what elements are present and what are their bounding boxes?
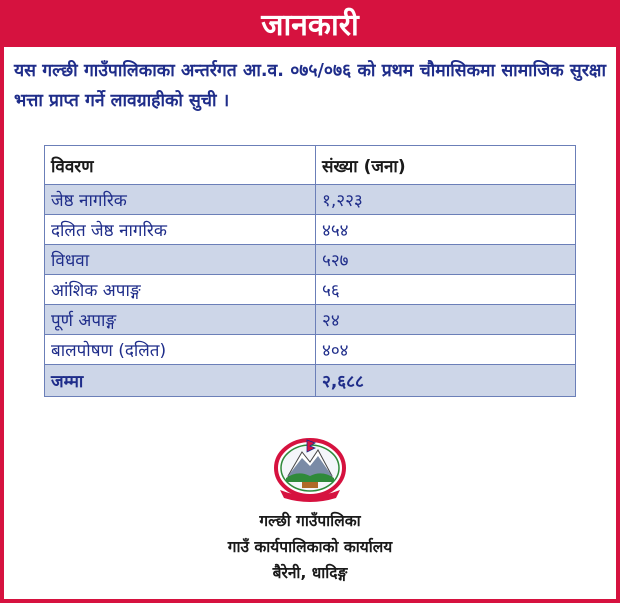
row-label: आंशिक अपाङ्ग (45, 275, 316, 305)
row-value: २४ (316, 305, 576, 335)
table-row (45, 335, 576, 365)
row-value: ५२७ (316, 245, 576, 275)
notice-header (0, 0, 620, 47)
footer-address: बैरेनी, धादिङ्ग (272, 564, 348, 582)
table-row (45, 275, 576, 305)
table-row (45, 245, 576, 275)
row-label: दलित जेष्ठ नागरिक (45, 215, 316, 245)
table-row (45, 305, 576, 335)
intro-text: यस गल्छी गाउँपालिकाका अन्तर्रगत आ.व. ०७५/०७६ को प्रथम चौमासिकमा सामाजिक सुरक्षा भत्ता प्राप्त गर्ने लावग्राहीको सुची । (14, 61, 606, 111)
row-value: ४५४ (316, 215, 576, 245)
table-total-row (45, 365, 576, 397)
table-header-row (45, 146, 576, 185)
footer-office: गाउँ कार्यपालिकाको कार्यालय (227, 538, 393, 556)
row-label: बालपोषण (दलित) (45, 335, 316, 365)
row-label: विधवा (45, 245, 316, 275)
total-value: २,६८८ (316, 365, 576, 397)
header-title: जानकारी (261, 8, 359, 43)
row-label: जेष्ठ नागरिक (45, 185, 316, 215)
total-label: जम्मा (45, 365, 316, 397)
nepal-emblem-icon (272, 436, 348, 504)
table-row (45, 215, 576, 245)
beneficiary-table (44, 145, 576, 397)
table-row (45, 185, 576, 215)
row-value: ५६ (316, 275, 576, 305)
row-value: ४०४ (316, 335, 576, 365)
header-description: विवरण (45, 146, 316, 185)
header-count: संख्या (जना) (316, 146, 576, 185)
office-footer (0, 508, 620, 586)
footer-municipality: गल्छी गाउँपालिका (259, 512, 361, 530)
row-value: १,२२३ (316, 185, 576, 215)
row-label: पूर्ण अपाङ्ग (45, 305, 316, 335)
